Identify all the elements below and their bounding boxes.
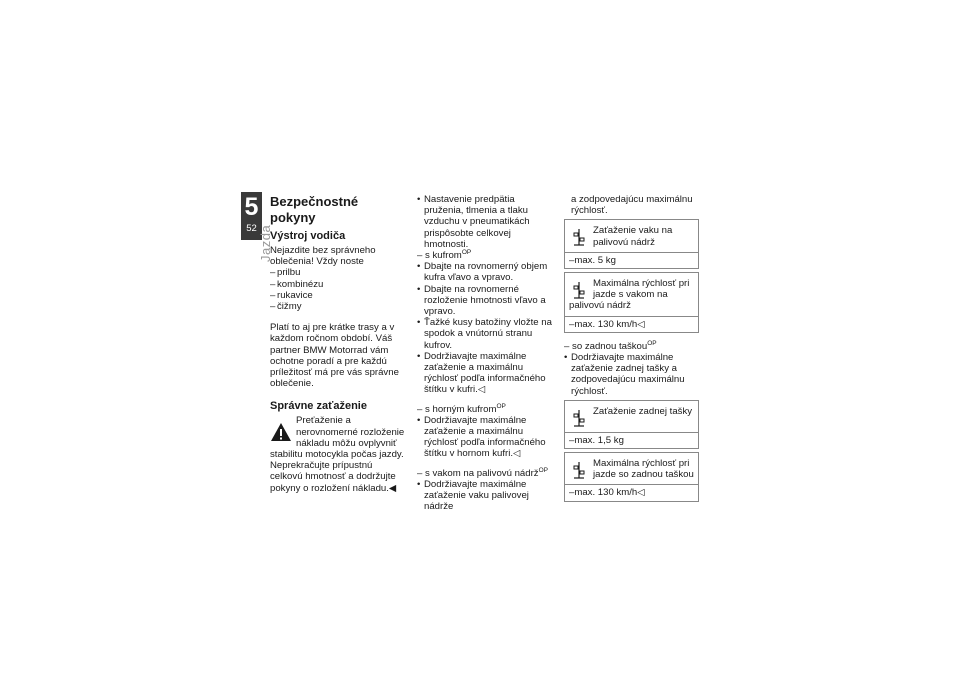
warning-icon (270, 422, 292, 442)
topcase-label: – s horným kufrom$^{OP}$ (417, 402, 506, 415)
list-item: • Dodržiavajte maximálne zaťaženie a maximálnu rýchlosť podľa informačného štítku v kufri.◁ (417, 351, 552, 396)
list-item: • Ťažké kusy batožiny vložte na spodok a vnútornú stranu kufrov. (417, 317, 552, 351)
spec-label: Maximálna rýchlosť pri jazde s vakom na palivovú nádrž (569, 278, 690, 312)
gear-note: Platí to aj pre krátke trasy a v každom ročnom období. Váš partner BMW Motorrad vám ochotne poradí a pre každú príležitosť má pre vás správne oblečenie. (270, 322, 399, 390)
spec-label: Zaťaženie vaku na palivovú nádrž (593, 225, 673, 248)
spec-value: – max. 130 km/h◁ (565, 484, 698, 500)
list-item: • Dodržiavajte maximálne zaťaženie zadnej tašky a zodpovedajúcu maximálnu rýchlosť. (564, 352, 699, 397)
list-item: – rukavice (270, 290, 405, 301)
spec-box (564, 400, 699, 449)
list-item: • Nastavenie predpätia pruženia, tlmenia a tlaku vzduchu v pneumatikách prispôsobte celkovej hmotnosti. (417, 194, 552, 250)
warning-text: Preťaženie a nerovnomerné rozloženie nákladu môžu ovplyvniť stabilitu motocykla počas jazdy. (270, 415, 405, 461)
rearbag-label: – so zadnou taškou$^{OP}$ (564, 339, 657, 352)
list-item: – čižmy (270, 301, 405, 312)
chapter-number: 5 (244, 193, 259, 221)
tankbag-label: – s vakom na palivovú nádrž$^{OP}$ (417, 466, 549, 479)
load-heading: Správne zaťaženie (270, 400, 367, 413)
spec-value: – max. 5 kg (565, 252, 698, 268)
spec-box (564, 272, 699, 333)
luggage-spec-icon (573, 461, 585, 479)
list-item: – prilbu (270, 267, 405, 278)
op-mark: OP (647, 339, 657, 347)
spec-box (564, 219, 699, 269)
list-item: • Dodržiavajte maximálne zaťaženie vaku palivovej nádrže (417, 479, 552, 513)
spec-box (564, 452, 699, 502)
list-item: • Dbajte na rovnomerné rozloženie hmotnosti vľavo a vpravo. (417, 284, 552, 318)
gear-intro: Nejazdite bez správneho oblečenia! Vždy noste (270, 245, 376, 268)
page-number: 52 (246, 223, 257, 234)
spec-label: Maximálna rýchlosť pri jazde so zadnou taškou (593, 458, 694, 481)
column-1 (270, 194, 405, 494)
column-3 (564, 194, 699, 502)
op-mark: OP (461, 248, 472, 256)
gear-heading: Výstroj vodiča (270, 230, 346, 242)
spec-label: Zaťaženie zadnej tašky (593, 405, 693, 417)
gear-list (270, 267, 405, 312)
case-label: – s kufrom$^{OP}$ (417, 248, 472, 262)
op-mark: OP (538, 466, 549, 474)
page-title: Bezpečnostné pokyny (270, 194, 359, 225)
warning-text-2: Neprekračujte prípustnú celkovú hmotnosť a dodržujte pokyny o rozložení nákladu.◀ (270, 460, 397, 494)
list-item: • Dbajte na rovnomerný objem kufra vľavo a vpravo. (417, 261, 552, 283)
luggage-spec-icon (573, 228, 585, 246)
list-item: – kombinézu (270, 279, 405, 290)
tankbag-continued: a zodpovedajúcu maximálnu rýchlosť. (571, 194, 693, 217)
chapter-title: Jazda (258, 224, 273, 262)
luggage-spec-icon (573, 281, 585, 299)
spec-value: – max. 130 km/h◁ (565, 316, 698, 332)
luggage-spec-icon (573, 409, 585, 427)
list-item: • Dodržiavajte maximálne zaťaženie a maximálnu rýchlosť podľa informačného štítku v hornom kufri.◁ (417, 415, 552, 460)
op-mark: OP (496, 402, 506, 410)
warning-block (270, 415, 405, 493)
column-2 (417, 194, 552, 512)
spec-value: – max. 1,5 kg (565, 432, 698, 448)
